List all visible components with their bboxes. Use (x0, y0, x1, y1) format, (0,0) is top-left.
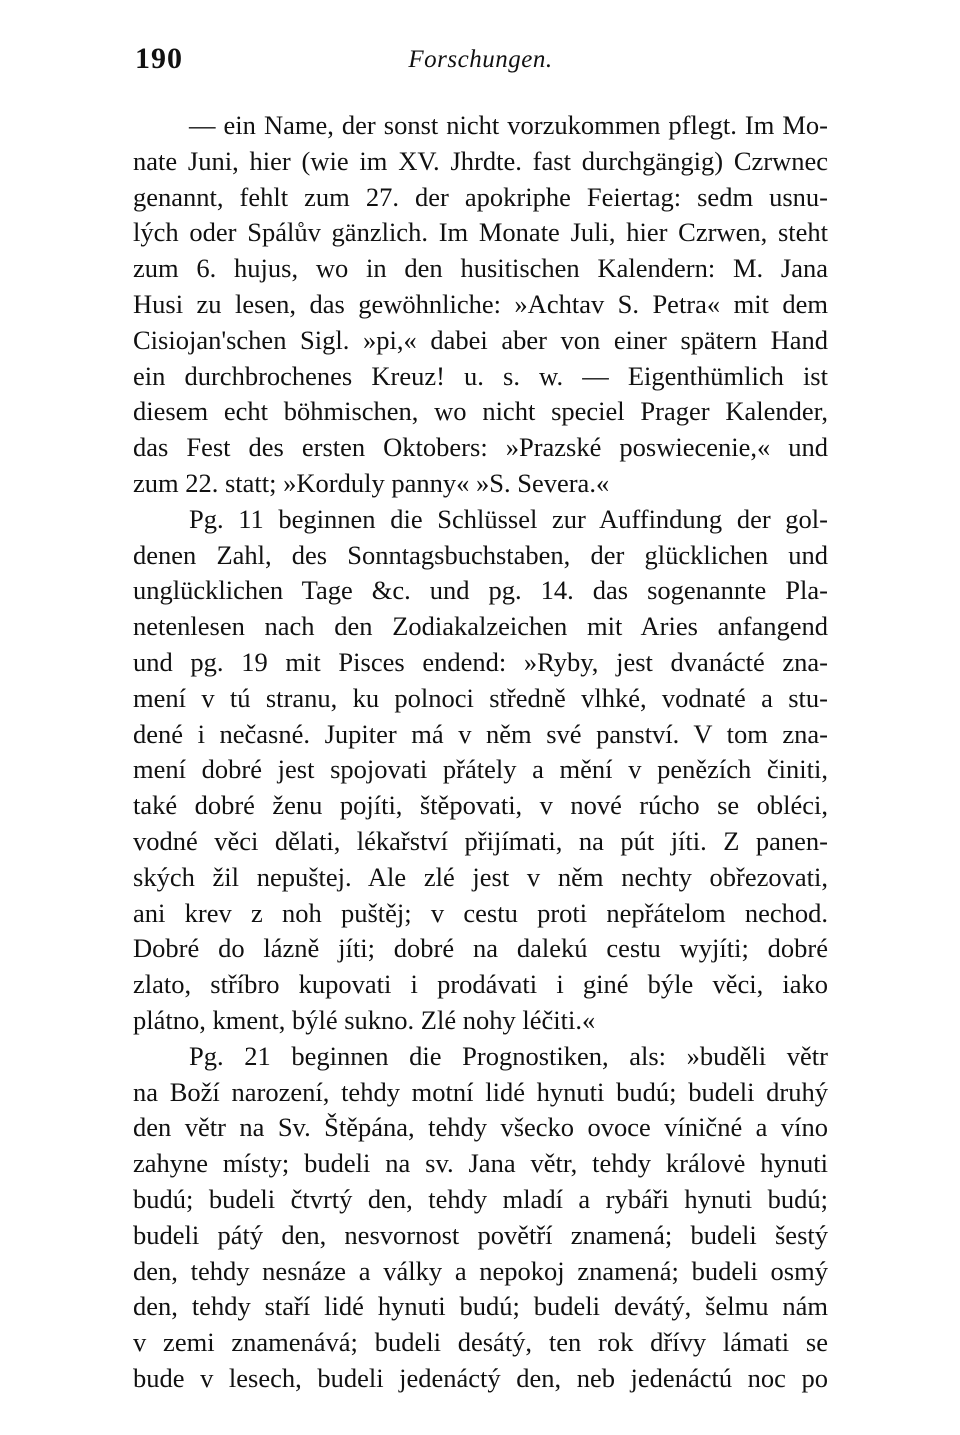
text-line: dené i nečasné. Jupiter má v něm své panství. V tom zna- (133, 718, 828, 749)
text-line: vodné věci dělati, lékařství přijímati, na pút jíti. Z panen- (133, 825, 828, 856)
text-line: nate Juni, hier (wie im XV. Jhrdte. fast durchgängig) Czrwnec (133, 145, 828, 176)
text-line: Pg. 11 beginnen die Schlüssel zur Auffindung der gol- (189, 503, 828, 534)
text-line: zum 22. statt; »Korduly panny« »S. Severa.« (133, 467, 610, 498)
text-line: Dobré do lázně jíti; dobré na dalekú cestu wyjíti; dobré (133, 933, 828, 964)
page-number: 190 (135, 42, 183, 75)
text-line: das Fest des ersten Oktobers: »Prazské poswiecenie,« und (133, 432, 828, 463)
text-line: unglücklichen Tage &c. und pg. 14. das sogenannte Pla- (133, 575, 828, 606)
running-title: Forschungen. (408, 46, 553, 73)
text-line: denen Zahl, des Sonntagsbuchstaben, der glücklichen und (133, 539, 828, 570)
text-line: Pg. 21 beginnen die Prognostiken, als: »buděli větr (189, 1040, 828, 1071)
text-line: genannt, fehlt zum 27. der apokriphe Feiertag: sedm usnu- (133, 181, 828, 212)
text-line: ein durchbrochenes Kreuz! u. s. w. — Eigenthümlich ist (133, 360, 828, 391)
text-line: und pg. 19 mit Pisces endend: »Ryby, jest dvanácté zna- (133, 646, 828, 677)
text-line: mení dobré jest spojovati přátely a mění v penězích činiti, (133, 754, 828, 785)
text-line: diesem echt böhmischen, wo nicht speciel Prager Kalender, (133, 396, 828, 427)
text-line: den, tehdy staří lidé hynuti budú; budeli devátý, šelmu nám (133, 1291, 828, 1322)
text-line: Cisiojan'schen Sigl. »pi,« dabei aber von einer spätern Hand (133, 324, 828, 355)
text-line: budú; budeli čtvrtý den, tehdy mladí a rybáři hynuti budú; (133, 1183, 828, 1214)
text-line: plátno, kment, býlé sukno. Zlé nohy léčiti.« (133, 1004, 596, 1035)
text-line: ani krev z noh puštěj; v cestu proti nepřátelom nechod. (133, 897, 828, 928)
running-head (133, 40, 828, 90)
text-line: — ein Name, der sonst nicht vorzukommen pflegt. Im Mo- (189, 110, 828, 140)
text-line: také dobré ženu pojíti, štěpovati, v nové rúcho se obléci, (133, 790, 828, 821)
text-line: lých oder Spálův gänzlich. Im Monate Juli, hier Czrwen, steht (133, 217, 828, 248)
text-line: ských žil nepuštej. Ale zlé jest v něm nechty obřezovati, (133, 861, 828, 892)
text-line: mení v tú stranu, ku polnoci středně vlhké, vodnaté a stu- (133, 682, 828, 713)
text-line: zum 6. hujus, wo in den husitischen Kalendern: M. Jana (133, 253, 828, 284)
text-line: zahyne místy; budeli na sv. Jana větr, tehdy královė hynuti (133, 1148, 828, 1179)
text-line: v zemi znamenává; budeli desátý, ten rok dřívy lámati se (133, 1327, 828, 1358)
text-line: den, tehdy nesnáze a války a nepokoj znamená; budeli osmý (133, 1255, 828, 1286)
text-line: Husi zu lesen, das gewöhnliche: »Achtav S. Petra« mit dem (133, 288, 828, 319)
text-line: zlato, stříbro kupovati i prodávati i giné býle věci, iako (133, 969, 828, 1000)
body-text (133, 108, 828, 1397)
text-line: na Boží narození, tehdy motní lidé hynuti budú; budeli druhý (133, 1076, 828, 1107)
text-line: budeli pátý den, nesvornost povětří znamená; budeli šestý (133, 1219, 828, 1250)
text-line: bude v lesech, budeli jedenáctý den, neb jedenáctú noc po (133, 1362, 828, 1393)
book-page (133, 40, 828, 1393)
text-line: den větr na Sv. Štěpána, tehdy všecko ovoce víničné a víno (133, 1112, 828, 1143)
text-line: netenlesen nach den Zodiakalzeichen mit Aries anfangend (133, 611, 828, 642)
